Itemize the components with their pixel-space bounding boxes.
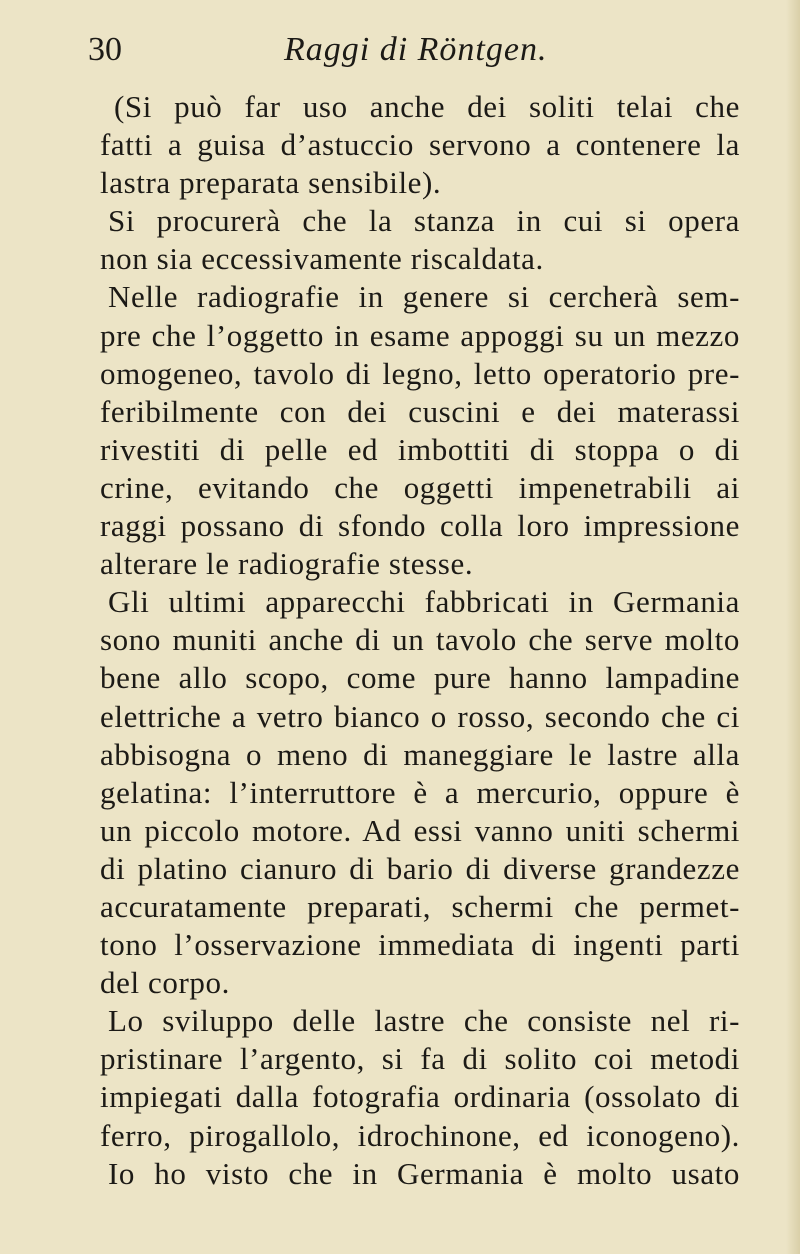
text-line: rivestiti di pelle ed imbottiti di stoppa o di xyxy=(100,431,740,467)
text-line: Lo sviluppo delle lastre che consiste nel ri- xyxy=(108,1003,740,1039)
text-line: feribilmente con dei cuscini e dei materassi xyxy=(100,393,740,429)
text-line: tono l’osservazione immediata di ingenti parti xyxy=(100,927,740,963)
text-line: bene allo scopo, come pure hanno lampadine xyxy=(100,660,740,696)
running-title: Raggi di Röntgen. xyxy=(284,31,548,68)
body-text xyxy=(100,88,740,1193)
page-number: 30 xyxy=(88,31,122,68)
text-line: Io ho visto che in Germania è molto usato xyxy=(108,1155,740,1191)
text-line: Nelle radiografie in genere si cercherà sem- xyxy=(108,279,740,315)
page-edge-shadow xyxy=(786,0,800,1254)
text-line: pre che l’oggetto in esame appoggi su un mezzo xyxy=(100,317,740,353)
running-head xyxy=(88,30,728,70)
text-line: elettriche a vetro bianco o rosso, secondo che ci xyxy=(100,698,740,734)
text-line: omogeneo, tavolo di legno, letto operatorio pre- xyxy=(100,355,740,391)
text-line: ferro, pirogallolo, idrochinone, ed iconogeno). xyxy=(100,1117,740,1153)
text-line: non sia eccessivamente riscaldata. xyxy=(100,241,544,277)
text-line: lastra preparata sensibile). xyxy=(100,165,442,201)
text-line: accuratamente preparati, schermi che permet- xyxy=(100,888,740,924)
text-line: alterare le radiografie stesse. xyxy=(100,546,474,582)
text-line: del corpo. xyxy=(100,965,230,1001)
text-line: abbisogna o meno di maneggiare le lastre alla xyxy=(100,736,740,772)
text-line: raggi possano di sfondo colla loro impressione xyxy=(100,508,740,544)
text-line: gelatina: l’interruttore è a mercurio, oppure è xyxy=(100,774,740,810)
text-line: di platino cianuro di bario di diverse grandezze xyxy=(100,850,740,886)
text-line: (Si può far uso anche dei soliti telai che xyxy=(114,89,740,124)
text-line: fatti a guisa d’astuccio servono a contenere la xyxy=(100,127,740,163)
text-line: impiegati dalla fotografia ordinaria (ossolato di xyxy=(100,1079,740,1115)
text-line: sono muniti anche di un tavolo che serve molto xyxy=(100,622,740,658)
text-line: crine, evitando che oggetti impenetrabili ai xyxy=(100,469,740,505)
text-line: un piccolo motore. Ad essi vanno uniti schermi xyxy=(100,812,740,848)
text-line: Si procurerà che la stanza in cui si opera xyxy=(108,203,740,239)
text-line: Gli ultimi apparecchi fabbricati in Germania xyxy=(108,584,740,620)
text-line: pristinare l’argento, si fa di solito coi metodi xyxy=(100,1041,740,1077)
